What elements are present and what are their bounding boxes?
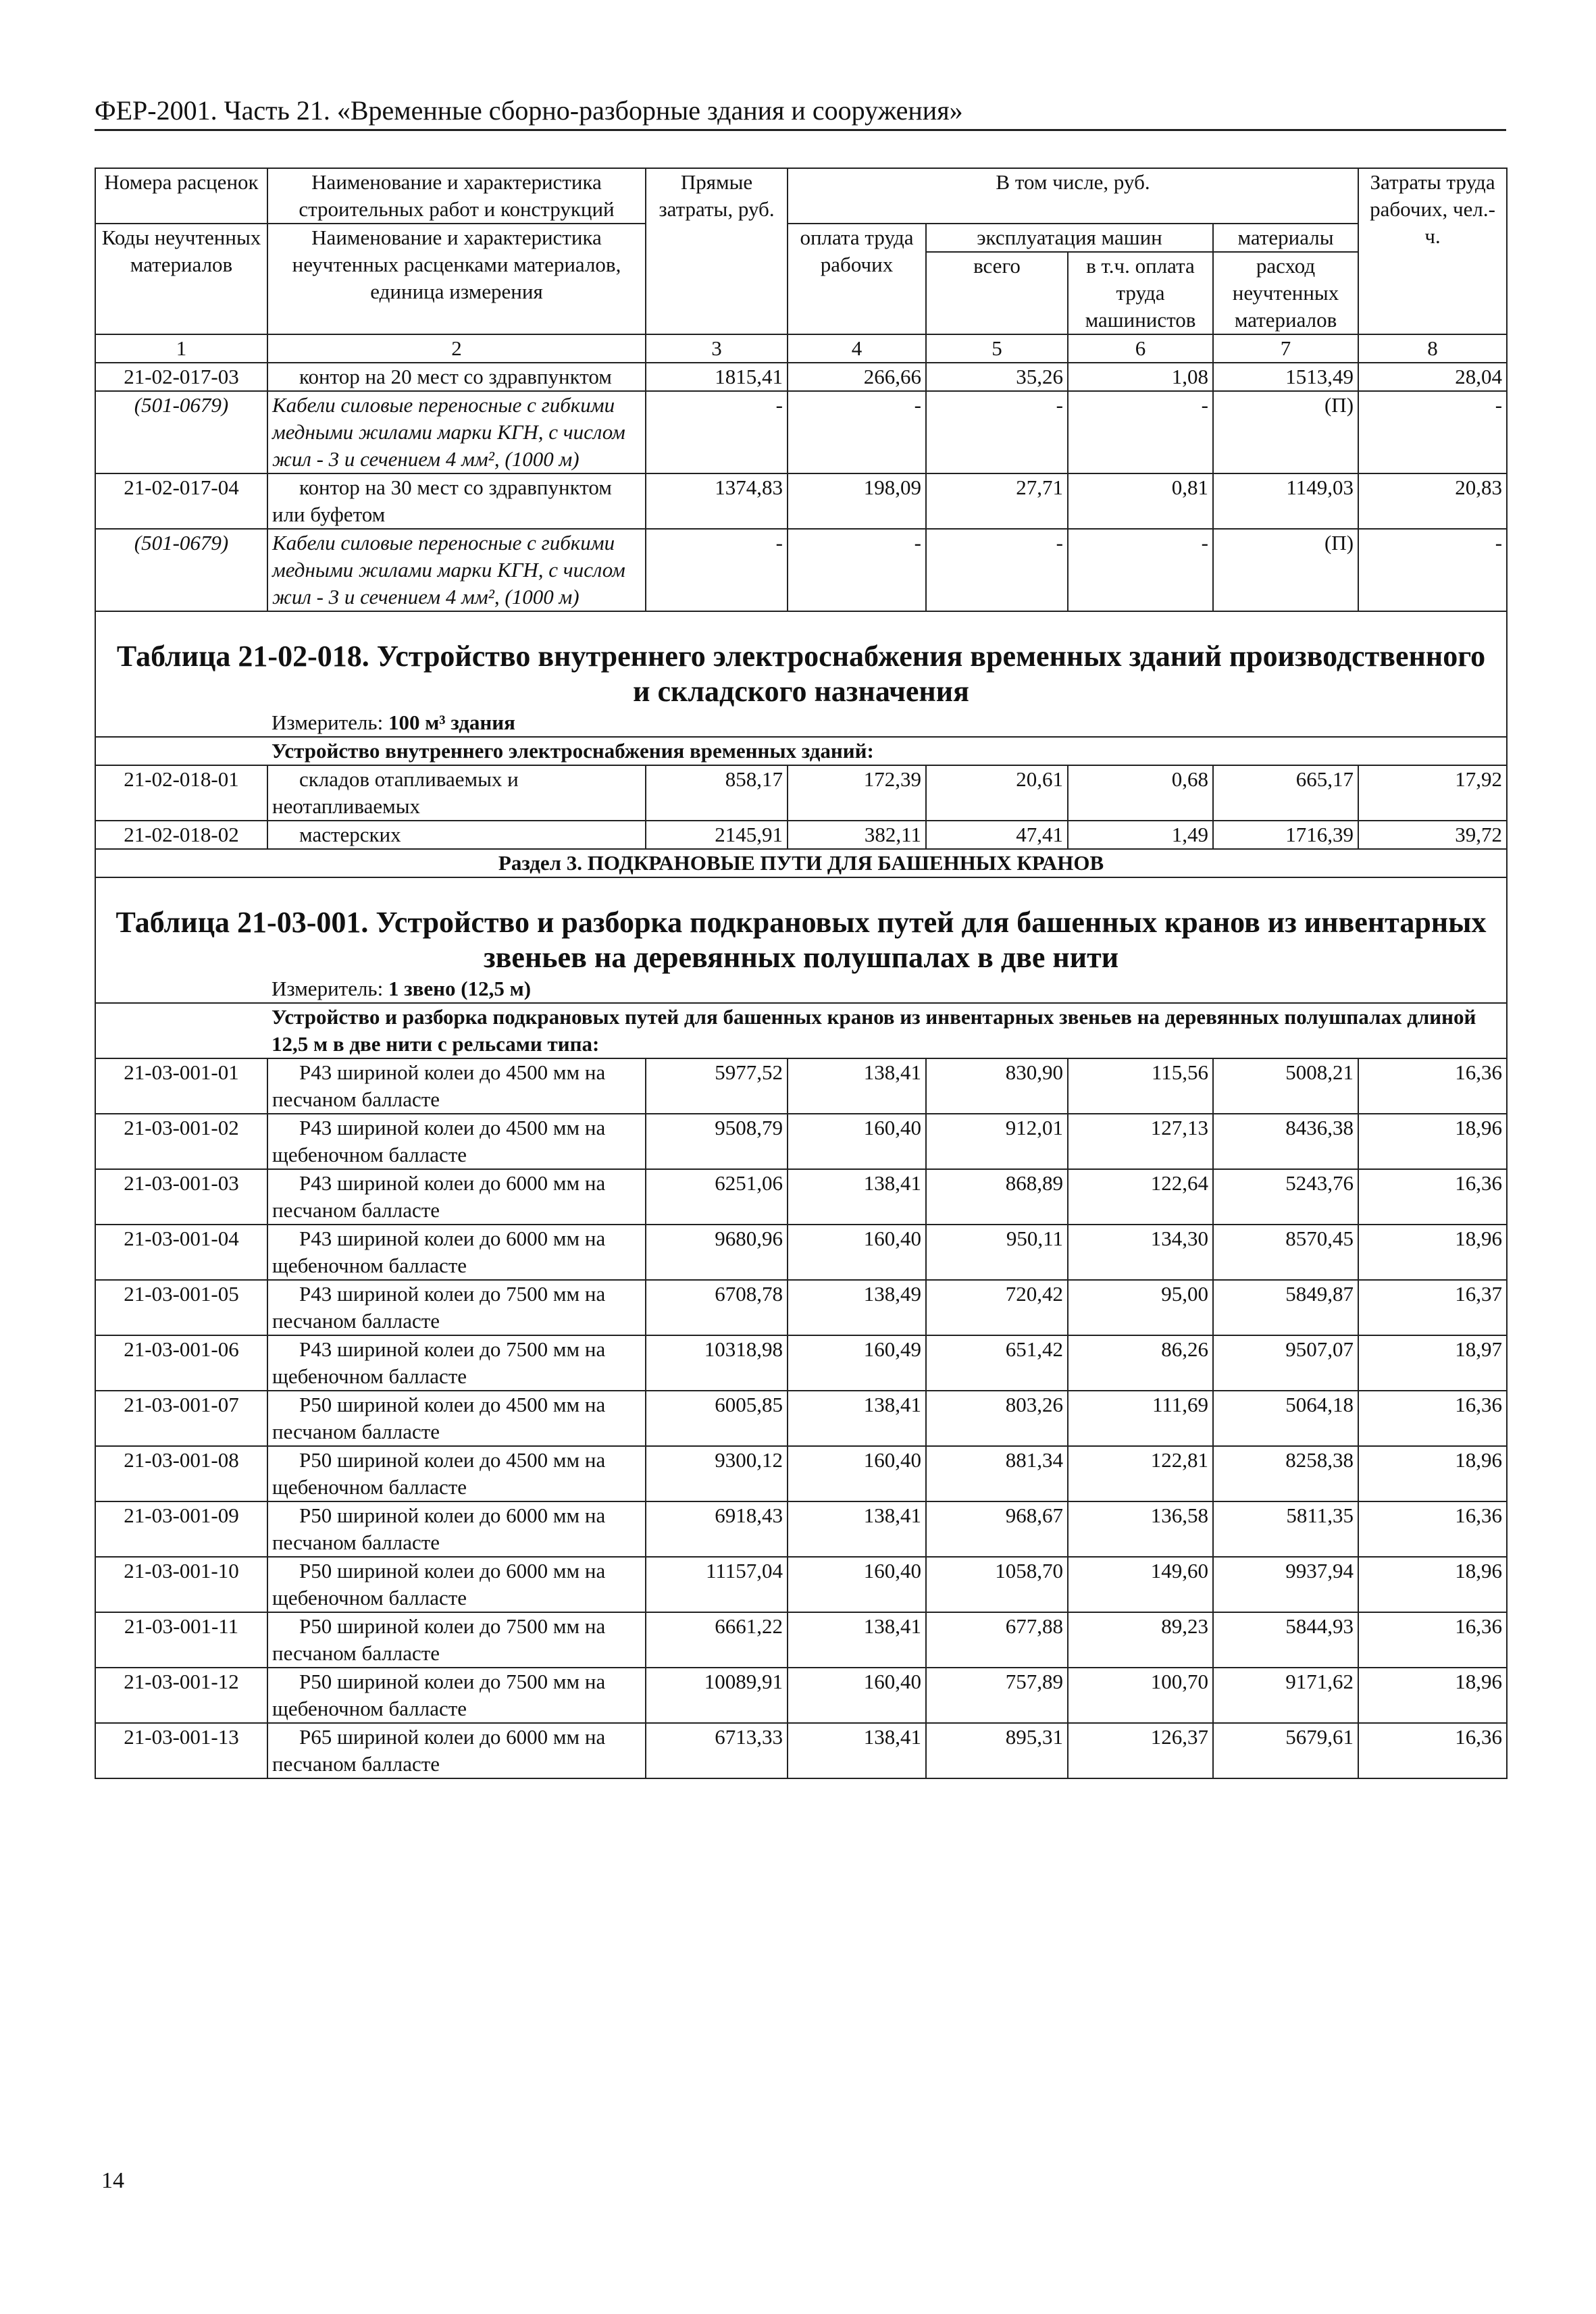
rate-value: 830,90 bbox=[926, 1058, 1068, 1114]
rate-value: 382,11 bbox=[788, 821, 926, 849]
rate-value: 10089,91 bbox=[646, 1668, 788, 1723]
rate-name: Р43 шириной колеи до 6000 мм на песчаном балласте bbox=[267, 1169, 646, 1225]
table-row bbox=[95, 1169, 1507, 1225]
table-row bbox=[95, 1114, 1507, 1169]
col-header-work-name: Наименование и характеристика строительных работ и конструкций bbox=[267, 168, 646, 224]
rate-value: 138,41 bbox=[788, 1612, 926, 1668]
rate-value: 20,61 bbox=[926, 765, 1068, 821]
group-row bbox=[95, 1003, 1507, 1058]
rate-value: 160,40 bbox=[788, 1114, 926, 1169]
rate-value: 16,36 bbox=[1358, 1501, 1507, 1557]
rate-value: 9937,94 bbox=[1213, 1557, 1358, 1612]
page-number: 14 bbox=[101, 2168, 124, 2193]
table-title: Таблица 21-03-001. Устройство и разборка подкрановых путей для башенных кранов из инвентарных звеньев на деревянных полушпалах в две нити bbox=[115, 906, 1487, 974]
rate-name: Р65 шириной колеи до 6000 мм на песчаном балласте bbox=[267, 1723, 646, 1778]
rate-code: 21-03-001-08 bbox=[95, 1446, 267, 1501]
rate-value: 0,68 bbox=[1068, 765, 1213, 821]
rate-value: 6713,33 bbox=[646, 1723, 788, 1778]
rate-value: 757,89 bbox=[926, 1668, 1068, 1723]
rate-value: 18,96 bbox=[1358, 1668, 1507, 1723]
rate-code: 21-03-001-02 bbox=[95, 1114, 267, 1169]
section-row bbox=[95, 849, 1507, 877]
rate-name: Р43 шириной колеи до 6000 мм на щебеночном балласте bbox=[267, 1225, 646, 1280]
table-001-title bbox=[95, 877, 1507, 1003]
rate-value: 160,40 bbox=[788, 1557, 926, 1612]
section-title: Раздел 3. ПОДКРАНОВЫЕ ПУТИ ДЛЯ БАШЕННЫХ КРАНОВ bbox=[95, 849, 1507, 877]
rate-value: 858,17 bbox=[646, 765, 788, 821]
rate-value: 950,11 bbox=[926, 1225, 1068, 1280]
rate-value: 111,69 bbox=[1068, 1391, 1213, 1446]
rate-value: 134,30 bbox=[1068, 1225, 1213, 1280]
rate-value: 0,81 bbox=[1068, 473, 1213, 529]
rate-value: - bbox=[788, 391, 926, 473]
rate-value: 1815,41 bbox=[646, 363, 788, 391]
col-header-rate-number: Номера расценок bbox=[95, 168, 267, 224]
rate-value: - bbox=[1068, 529, 1213, 611]
rate-value: 47,41 bbox=[926, 821, 1068, 849]
rate-value: 16,36 bbox=[1358, 1058, 1507, 1114]
table-row bbox=[95, 1335, 1507, 1391]
rate-value: 172,39 bbox=[788, 765, 926, 821]
rate-value: 720,42 bbox=[926, 1280, 1068, 1335]
rate-value: - bbox=[926, 391, 1068, 473]
group-heading: Устройство внутреннего электроснабжения временных зданий: bbox=[95, 737, 1507, 765]
measurement-value: 1 звено (12,5 м) bbox=[388, 977, 532, 1000]
rate-value: 8436,38 bbox=[1213, 1114, 1358, 1169]
rate-value: 122,64 bbox=[1068, 1169, 1213, 1225]
rate-name: контор на 20 мест со здравпунктом bbox=[267, 363, 646, 391]
table-row bbox=[95, 1225, 1507, 1280]
table-row bbox=[95, 1501, 1507, 1557]
column-number: 8 bbox=[1358, 334, 1507, 363]
rate-name: Р43 шириной колеи до 4500 мм на щебеночном балласте bbox=[267, 1114, 646, 1169]
column-number: 3 bbox=[646, 334, 788, 363]
rate-value: 1,49 bbox=[1068, 821, 1213, 849]
rate-value: 1,08 bbox=[1068, 363, 1213, 391]
rate-value: 803,26 bbox=[926, 1391, 1068, 1446]
rate-name: контор на 30 мест со здравпунктом или буфетом bbox=[267, 473, 646, 529]
col-header-machines: эксплуатация машин bbox=[926, 224, 1213, 252]
rate-value: 5064,18 bbox=[1213, 1391, 1358, 1446]
rate-name: Р50 шириной колеи до 7500 мм на щебеночном балласте bbox=[267, 1668, 646, 1723]
col-header-labor: Затраты труда рабочих, чел.-ч. bbox=[1358, 168, 1507, 334]
table-row bbox=[95, 529, 1507, 611]
col-header-including: В том числе, руб. bbox=[788, 168, 1358, 224]
rate-value: 9300,12 bbox=[646, 1446, 788, 1501]
rate-value: 18,96 bbox=[1358, 1557, 1507, 1612]
rate-value: 6918,43 bbox=[646, 1501, 788, 1557]
table-row bbox=[95, 1668, 1507, 1723]
rate-value: 160,40 bbox=[788, 1668, 926, 1723]
rate-code: 21-02-017-03 bbox=[95, 363, 267, 391]
table-018-title bbox=[95, 611, 1507, 737]
rate-value: 8258,38 bbox=[1213, 1446, 1358, 1501]
table-row bbox=[95, 1446, 1507, 1501]
rate-value: 18,96 bbox=[1358, 1114, 1507, 1169]
rate-value: 5977,52 bbox=[646, 1058, 788, 1114]
rate-value: 5243,76 bbox=[1213, 1169, 1358, 1225]
rate-value: 18,96 bbox=[1358, 1446, 1507, 1501]
rate-value: 86,26 bbox=[1068, 1335, 1213, 1391]
table-row bbox=[95, 1612, 1507, 1668]
rate-name: мастерских bbox=[267, 821, 646, 849]
rate-name: Кабели силовые переносные с гибкими медными жилами марки КГН, с числом жил - 3 и сечением 4 мм², (1000 м) bbox=[267, 529, 646, 611]
rate-code: 21-03-001-01 bbox=[95, 1058, 267, 1114]
rate-value: - bbox=[1358, 529, 1507, 611]
col-header-material-codes: Коды неучтенных материалов bbox=[95, 224, 267, 334]
rate-name: Р43 шириной колеи до 7500 мм на щебеночном балласте bbox=[267, 1335, 646, 1391]
table-row bbox=[95, 1391, 1507, 1446]
rate-value: - bbox=[646, 529, 788, 611]
rate-value: 16,36 bbox=[1358, 1723, 1507, 1778]
group-row bbox=[95, 737, 1507, 765]
rate-value: 100,70 bbox=[1068, 1668, 1213, 1723]
rate-value: 115,56 bbox=[1068, 1058, 1213, 1114]
rate-value: 138,49 bbox=[788, 1280, 926, 1335]
measurement-label: Измеритель: bbox=[272, 977, 384, 1000]
table-row bbox=[95, 765, 1507, 821]
rate-value: 138,41 bbox=[788, 1058, 926, 1114]
rate-value: 1374,83 bbox=[646, 473, 788, 529]
column-number: 5 bbox=[926, 334, 1068, 363]
table-row bbox=[95, 821, 1507, 849]
rate-value: 18,96 bbox=[1358, 1225, 1507, 1280]
table-row bbox=[95, 363, 1507, 391]
col-header-machinist-wages: в т.ч. оплата труда машинистов bbox=[1068, 252, 1213, 334]
rate-value: 122,81 bbox=[1068, 1446, 1213, 1501]
column-numbers-row bbox=[95, 334, 1507, 363]
rate-value: 138,41 bbox=[788, 1501, 926, 1557]
rate-value: 881,34 bbox=[926, 1446, 1068, 1501]
rate-value: 1513,49 bbox=[1213, 363, 1358, 391]
rate-value: 266,66 bbox=[788, 363, 926, 391]
rate-name: Р50 шириной колеи до 4500 мм на песчаном балласте bbox=[267, 1391, 646, 1446]
rate-value: 127,13 bbox=[1068, 1114, 1213, 1169]
rate-value: 1716,39 bbox=[1213, 821, 1358, 849]
column-number: 2 bbox=[267, 334, 646, 363]
rate-value: 160,40 bbox=[788, 1225, 926, 1280]
rate-value: 9171,62 bbox=[1213, 1668, 1358, 1723]
table-001-title-cell bbox=[95, 877, 1507, 1003]
rate-value: 912,01 bbox=[926, 1114, 1068, 1169]
rate-value: 136,58 bbox=[1068, 1501, 1213, 1557]
rate-name: Р43 шириной колеи до 4500 мм на песчаном балласте bbox=[267, 1058, 646, 1114]
table-title: Таблица 21-02-018. Устройство внутреннего электроснабжения временных зданий производственного и складского назначения bbox=[116, 640, 1486, 708]
rate-value: 138,41 bbox=[788, 1391, 926, 1446]
rate-value: 126,37 bbox=[1068, 1723, 1213, 1778]
rate-value: - bbox=[1358, 391, 1507, 473]
rate-value: 8570,45 bbox=[1213, 1225, 1358, 1280]
rate-value: 5844,93 bbox=[1213, 1612, 1358, 1668]
rate-value: 138,41 bbox=[788, 1169, 926, 1225]
rates-table bbox=[95, 168, 1508, 1779]
rate-value: 5008,21 bbox=[1213, 1058, 1358, 1114]
table-row bbox=[95, 473, 1507, 529]
rate-code: 21-03-001-09 bbox=[95, 1501, 267, 1557]
rate-value: 9680,96 bbox=[646, 1225, 788, 1280]
rate-code: 21-03-001-07 bbox=[95, 1391, 267, 1446]
rate-value: 18,97 bbox=[1358, 1335, 1507, 1391]
rate-value: 665,17 bbox=[1213, 765, 1358, 821]
rate-value: - bbox=[646, 391, 788, 473]
rate-value: 160,40 bbox=[788, 1446, 926, 1501]
rate-value: 28,04 bbox=[1358, 363, 1507, 391]
table-row bbox=[95, 1557, 1507, 1612]
rate-code: 21-02-018-02 bbox=[95, 821, 267, 849]
rate-value: 6708,78 bbox=[646, 1280, 788, 1335]
rate-value: 651,42 bbox=[926, 1335, 1068, 1391]
table-row bbox=[95, 1280, 1507, 1335]
rate-value: 968,67 bbox=[926, 1501, 1068, 1557]
rate-value: 16,37 bbox=[1358, 1280, 1507, 1335]
rate-code: 21-03-001-12 bbox=[95, 1668, 267, 1723]
rate-value: 1058,70 bbox=[926, 1557, 1068, 1612]
rate-value: 16,36 bbox=[1358, 1169, 1507, 1225]
rate-value: 39,72 bbox=[1358, 821, 1507, 849]
rate-value: 5679,61 bbox=[1213, 1723, 1358, 1778]
rate-value: - bbox=[788, 529, 926, 611]
rate-name: Р50 шириной колеи до 7500 мм на песчаном балласте bbox=[267, 1612, 646, 1668]
rate-value: 6661,22 bbox=[646, 1612, 788, 1668]
col-header-machines-total: всего bbox=[926, 252, 1068, 334]
measurement-unit bbox=[96, 975, 1506, 1002]
table-018-title-cell bbox=[95, 611, 1507, 737]
col-header-wages: оплата труда рабочих bbox=[788, 224, 926, 334]
col-header-materials: материалы bbox=[1213, 224, 1358, 252]
rate-name: складов отапливаемых и неотапливаемых bbox=[267, 765, 646, 821]
header-row bbox=[95, 168, 1507, 224]
col-header-material-name: Наименование и характеристика неучтенных расценками материалов, единица измерения bbox=[267, 224, 646, 334]
rate-code: 21-03-001-11 bbox=[95, 1612, 267, 1668]
rate-value: 138,41 bbox=[788, 1723, 926, 1778]
rate-code: 21-02-018-01 bbox=[95, 765, 267, 821]
rate-value: - bbox=[1068, 391, 1213, 473]
rate-name: Р43 шириной колеи до 7500 мм на песчаном балласте bbox=[267, 1280, 646, 1335]
rate-value: 11157,04 bbox=[646, 1557, 788, 1612]
rate-name: Р50 шириной колеи до 6000 мм на песчаном балласте bbox=[267, 1501, 646, 1557]
rate-value: 95,00 bbox=[1068, 1280, 1213, 1335]
rate-code: 21-02-017-04 bbox=[95, 473, 267, 529]
rate-value: (П) bbox=[1213, 529, 1358, 611]
document-page bbox=[95, 95, 1516, 2193]
col-header-direct-costs: Прямые затраты, руб. bbox=[646, 168, 788, 334]
rate-value: 27,71 bbox=[926, 473, 1068, 529]
rate-value: 198,09 bbox=[788, 473, 926, 529]
rate-value: 10318,98 bbox=[646, 1335, 788, 1391]
rate-value: 895,31 bbox=[926, 1723, 1068, 1778]
column-number: 1 bbox=[95, 334, 267, 363]
rate-name: Р50 шириной колеи до 6000 мм на щебеночном балласте bbox=[267, 1557, 646, 1612]
rate-code: 21-03-001-13 bbox=[95, 1723, 267, 1778]
rate-value: - bbox=[926, 529, 1068, 611]
measurement-unit bbox=[96, 709, 1506, 736]
table-row bbox=[95, 1058, 1507, 1114]
rate-code: (501-0679) bbox=[95, 529, 267, 611]
column-number: 7 bbox=[1213, 334, 1358, 363]
rate-value: 16,36 bbox=[1358, 1391, 1507, 1446]
rate-name: Р50 шириной колеи до 4500 мм на щебеночном балласте bbox=[267, 1446, 646, 1501]
rate-value: 9507,07 bbox=[1213, 1335, 1358, 1391]
rate-value: 9508,79 bbox=[646, 1114, 788, 1169]
column-number: 6 bbox=[1068, 334, 1213, 363]
table-row bbox=[95, 391, 1507, 473]
running-header: ФЕР-2001. Часть 21. «Временные сборно-разборные здания и сооружения» bbox=[95, 95, 1506, 131]
column-number: 4 bbox=[788, 334, 926, 363]
rate-code: 21-03-001-06 bbox=[95, 1335, 267, 1391]
rate-code: (501-0679) bbox=[95, 391, 267, 473]
rate-value: 16,36 bbox=[1358, 1612, 1507, 1668]
rate-code: 21-03-001-03 bbox=[95, 1169, 267, 1225]
rate-value: 35,26 bbox=[926, 363, 1068, 391]
rate-value: 5849,87 bbox=[1213, 1280, 1358, 1335]
table-row bbox=[95, 1723, 1507, 1778]
rate-code: 21-03-001-10 bbox=[95, 1557, 267, 1612]
rate-code: 21-03-001-04 bbox=[95, 1225, 267, 1280]
rate-value: 868,89 bbox=[926, 1169, 1068, 1225]
measurement-label: Измеритель: bbox=[272, 711, 384, 734]
rate-value: 6251,06 bbox=[646, 1169, 788, 1225]
rate-value: 5811,35 bbox=[1213, 1501, 1358, 1557]
rate-value: 6005,85 bbox=[646, 1391, 788, 1446]
rate-value: 149,60 bbox=[1068, 1557, 1213, 1612]
group-heading: Устройство и разборка подкрановых путей для башенных кранов из инвентарных звеньев на деревянных полушпалах длиной 12,5 м в две нити с рельсами типа: bbox=[95, 1003, 1507, 1058]
col-header-material-use: расход неучтенных материалов bbox=[1213, 252, 1358, 334]
header-row bbox=[95, 224, 1507, 252]
rate-value: 160,49 bbox=[788, 1335, 926, 1391]
rate-value: 2145,91 bbox=[646, 821, 788, 849]
rate-value: 89,23 bbox=[1068, 1612, 1213, 1668]
rate-code: 21-03-001-05 bbox=[95, 1280, 267, 1335]
rate-value: 20,83 bbox=[1358, 473, 1507, 529]
rate-name: Кабели силовые переносные с гибкими медными жилами марки КГН, с числом жил - 3 и сечением 4 мм², (1000 м) bbox=[267, 391, 646, 473]
rate-value: (П) bbox=[1213, 391, 1358, 473]
rate-value: 17,92 bbox=[1358, 765, 1507, 821]
rate-value: 1149,03 bbox=[1213, 473, 1358, 529]
rate-value: 677,88 bbox=[926, 1612, 1068, 1668]
measurement-value: 100 м³ здания bbox=[388, 711, 515, 734]
